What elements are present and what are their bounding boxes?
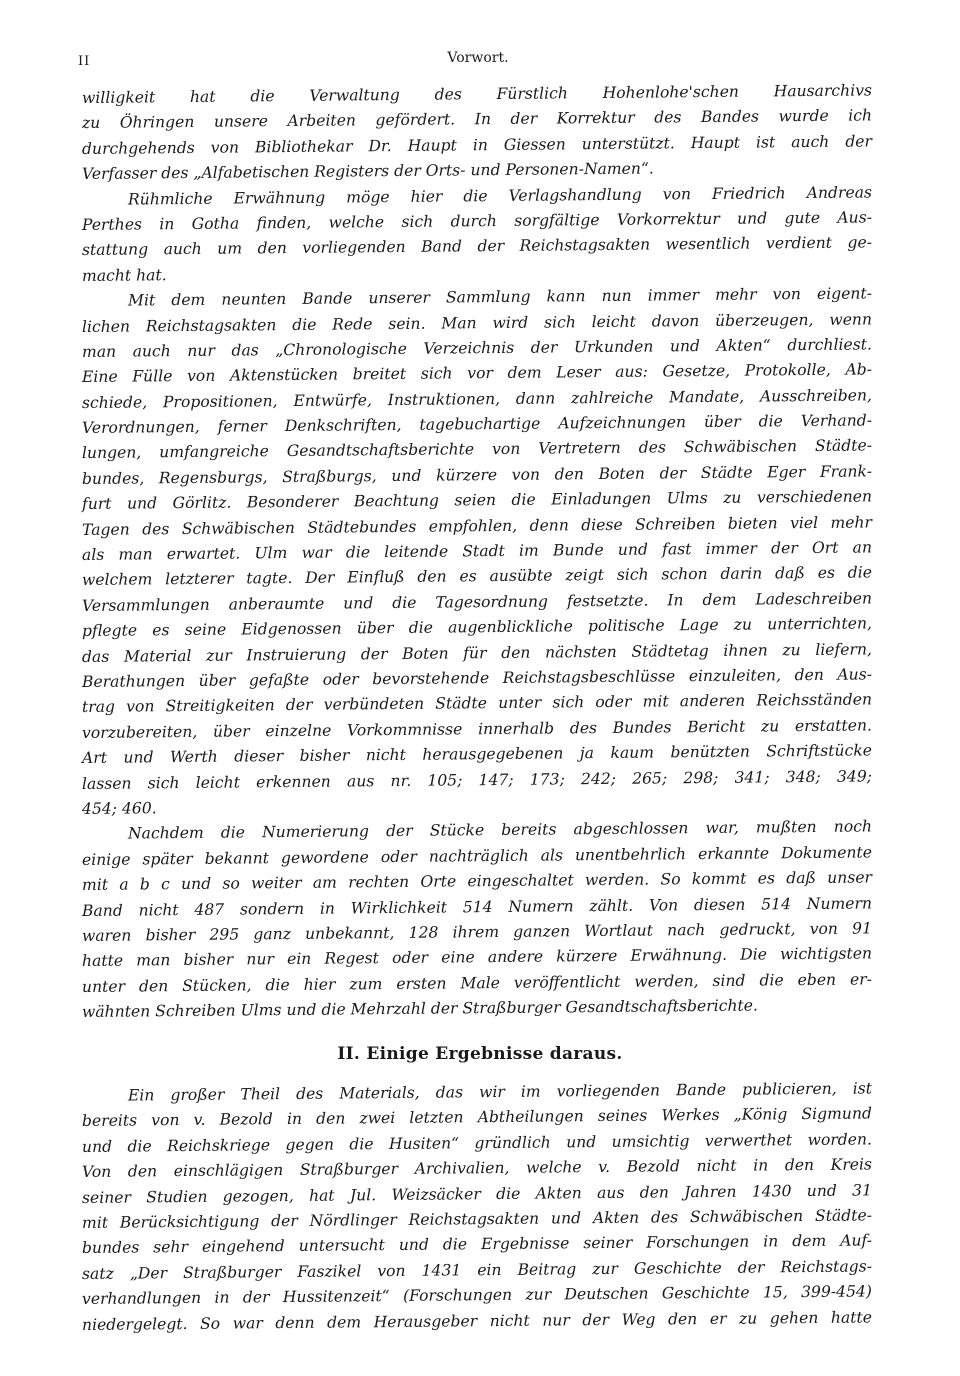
text-line: welchem letzterer tagte. Der Einfluß den es ausübte zeigt sich schon darin daß es die — [81, 563, 873, 590]
text-line: Nachdem die Numerierung der Stücke bereits abgeschlossen war, mußten noch — [127, 817, 873, 843]
text-line: niedergelegt. So war denn dem Herausgeber nicht nur der Weg den er zu gehen hatte — [81, 1307, 873, 1334]
text-line: lichen Reichstagsakten die Rede sein. Man wird sich leicht davon überzeugen, wenn — [81, 309, 873, 336]
text-line: waren bisher 295 ganz unbekannt, 128 ihrem ganzen Wortlaut nach gedruckt, von 91 — [81, 919, 873, 945]
text-line: macht hat. — [81, 265, 167, 285]
text-line: Versammlungen anberaumte und die Tagesordnung festsetzte. In dem Ladeschreiben — [81, 589, 873, 615]
text-line: man auch nur das „Chronologische Verzeichnis der Urkunden und Akten“ durchliest. — [81, 335, 873, 361]
text-line: das Material zur Instruierung der Boten für den nächsten Städtetag ihnen zu liefern, — [81, 640, 873, 666]
text-line: Art und Werth dieser bisher nicht herausgegebenen ja kaum benützten Schriftstücke — [81, 741, 873, 768]
text-line: schiede, Propositionen, Entwürfe, Instruktionen, dann zahlreiche Mandate, Ausschreiben, — [81, 386, 873, 412]
text-line: wähnten Schreiben Ulms und die Mehrzahl der Straßburger Gesandtschaftsberichte. — [81, 996, 758, 1022]
text-line: 454; 460. — [81, 799, 157, 818]
text-line: satz „Der Straßburger Faszikel von 1431 ein Beitrag zur Geschichte der Reichstags- — [81, 1257, 873, 1283]
text-line: trag von Streitigkeiten der verbündeten Städte unter sich oder mit anderen Reichsständen — [81, 690, 873, 717]
text-line: durchgehends von Bibliothekar Dr. Haupt in Giessen unterstützt. Haupt ist auch der — [81, 132, 873, 158]
text-line: mit a b c und so weiter am rechten Orte eingeschaltet werden. So kommt es daß unser — [81, 868, 873, 895]
text-line: zu Öhringen unsere Arbeiten gefördert. In der Korrektur des Bandes wurde ich — [81, 106, 873, 133]
text-line: Perthes in Gotha finden, welche sich durch sorgfältige Vorkorrektur und gute Aus- — [81, 208, 873, 234]
text-line: lungen, umfangreiche Gesandtschaftsberichte von Vertretern des Schwäbischen Städte- — [81, 436, 873, 463]
text-line: Band nicht 487 sondern in Wirklichkeit 514 Numern zählt. Von diesen 514 Numern — [81, 893, 873, 920]
text-line: bereits von v. Bezold in den zwei letzten Abtheilungen seines Werkes „König Sigmund — [81, 1104, 873, 1131]
running-title: Vorwort. — [447, 50, 509, 66]
text-line: hatte man bisher nur ein Regest oder eine andere kürzere Erwähnung. Die wichtigsten — [81, 944, 873, 971]
page-header — [78, 50, 878, 74]
text-line: Eine Fülle von Aktenstücken breitet sich vor dem Leser aus: Gesetze, Protokolle, Ab- — [81, 360, 873, 387]
text-line: Von den einschlägigen Straßburger Archivalien, welche v. Bezold nicht in den Kreis — [81, 1155, 873, 1182]
text-line: Verfasser des „Alfabetischen Registers der Orts- und Personen-Namen“. — [81, 159, 654, 184]
text-line: unter den Stücken, die hier zum ersten Male veröffentlicht werden, sind die eben er- — [81, 970, 873, 996]
section-heading: II. Einige Ergebnisse daraus. — [337, 1044, 623, 1064]
text-line: Mit dem neunten Bande unserer Sammlung kann nun immer mehr von eigent- — [127, 284, 873, 310]
body-text-block-1 — [81, 81, 873, 1025]
text-line: Ein großer Theil des Materials, das wir im vorliegenden Bande publicieren, ist — [127, 1079, 873, 1105]
page-number: II — [78, 54, 91, 69]
text-line: mit Berücksichtigung der Nördlinger Reichstagsakten und Akten des Schwäbischen Städte- — [81, 1206, 873, 1232]
text-line: einige später bekannt gewordene oder nachträglich als unentbehrlich erkannte Dokumente — [81, 843, 873, 869]
body-text-block-2 — [81, 1079, 873, 1338]
text-line: stattung auch um den vorliegenden Band der Reichstagsakten wesentlich verdient ge- — [81, 233, 873, 260]
text-line: Verordnungen, ferner Denkschriften, tagebuchartige Aufzeichnungen über die Verhand- — [81, 411, 873, 438]
text-line: seiner Studien gezogen, hat Jul. Weizsäcker die Akten aus den Jahren 1430 und 31 — [81, 1180, 873, 1207]
text-line: furt und Görlitz. Besonderer Beachtung seien die Einladungen Ulms zu verschiedenen — [81, 487, 873, 514]
text-line: bundes, Regensburgs, Straßburgs, und kürzere von den Boten der Städte Eger Frank- — [81, 462, 873, 488]
text-line: als man erwartet. Ulm war die leitende Stadt im Bunde und fast immer der Ort an — [81, 538, 873, 565]
text-line: und die Reichskriege gegen die Husiten“ gründlich und umsichtig verwerthet worden. — [81, 1130, 873, 1156]
text-line: verhandlungen in der Hussitenzeit“ (Forschungen zur Deutschen Geschichte 15, 399-454) — [81, 1282, 873, 1309]
text-line: vorzubereiten, über einzelne Vorkommnisse innerhalb des Bundes Bericht zu erstatten. — [81, 716, 873, 742]
text-line: Rühmliche Erwähnung möge hier die Verlagshandlung von Friedrich Andreas — [127, 182, 873, 209]
text-line: bundes sehr eingehend untersucht und die Ergebnisse seiner Forschungen in dem Auf- — [81, 1231, 873, 1258]
text-line: Berathungen über gefaßte oder bevorstehende Reichstagsbeschlüsse einzuleiten, den Aus- — [81, 665, 873, 691]
text-line: pflegte es seine Eidgenossen über die augenblickliche politische Lage zu unterrichten, — [81, 614, 873, 641]
text-line: willigkeit hat die Verwaltung des Fürstlich Hohenlohe'schen Hausarchivs — [81, 81, 873, 107]
text-line: lassen sich leicht erkennen aus nr. 105; 147; 173; 242; 265; 298; 341; 348; 349; — [81, 766, 873, 793]
text-line: Tagen des Schwäbischen Städtebundes empfohlen, denn diese Schreiben bieten viel mehr — [81, 513, 873, 539]
